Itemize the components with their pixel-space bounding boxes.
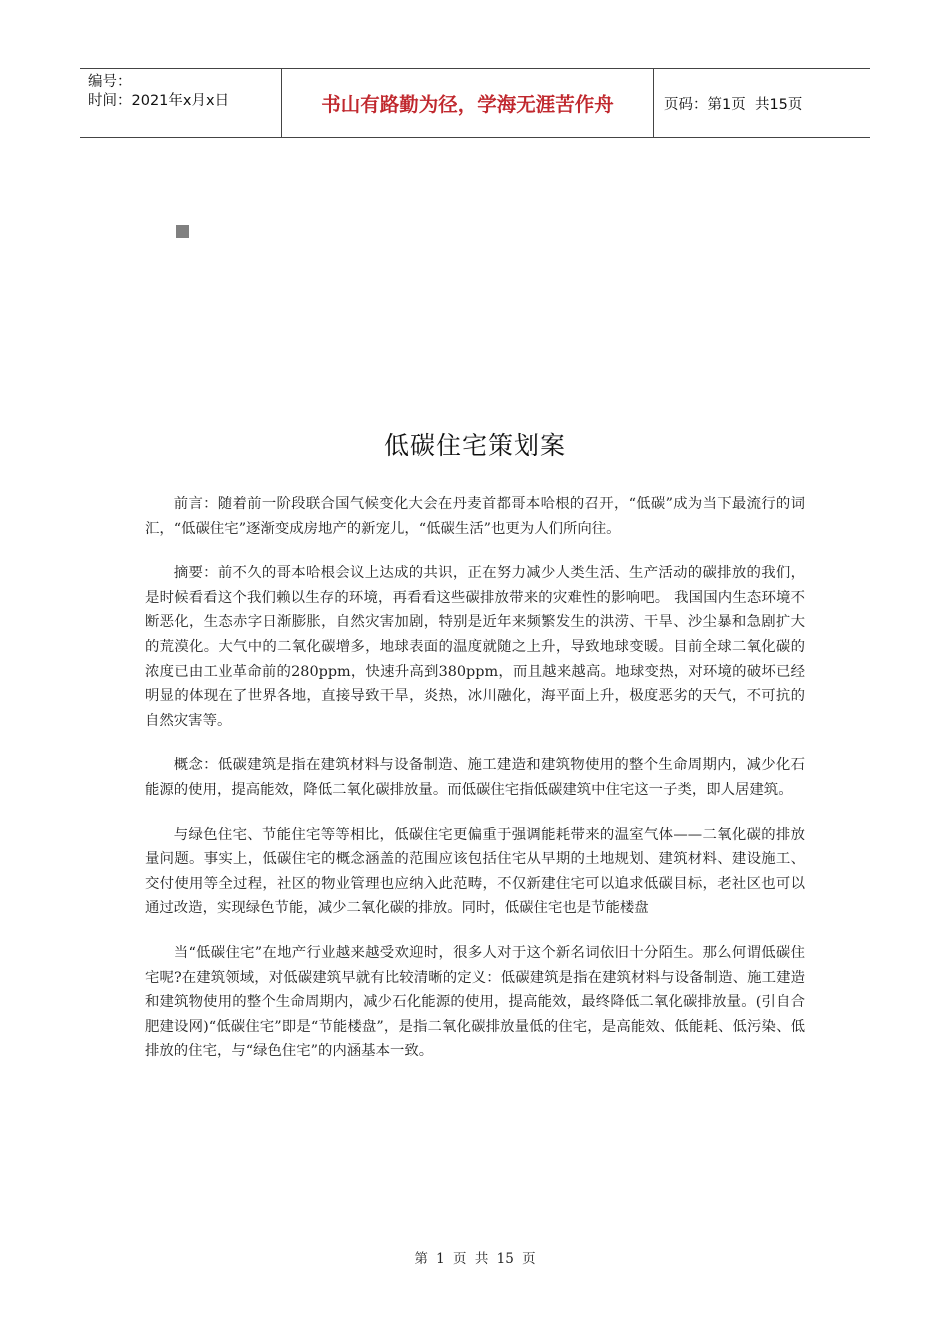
- header-motto: [282, 69, 654, 137]
- header-page-info: [654, 69, 870, 137]
- paragraph-comparison: 与绿色住宅、节能住宅等等相比，低碳住宅更偏重于强调能耗带来的温室气体——二氧化碳的排放量问题。事实上，低碳住宅的概念涵盖的范围应该包括住宅从早期的土地规划、建筑材料、建设施工、交付使用等全过程，社区的物业管理也应纳入此范畴，不仅新建住宅可以追求低碳目标，老社区也可以通过改造，实现绿色节能，减少二氧化碳的排放。同时，低碳住宅也是节能楼盘: [145, 826, 805, 917]
- document-body: [145, 492, 805, 1084]
- paragraph-abstract: 摘要：前不久的哥本哈根会议上达成的共识，正在努力减少人类生活、生产活动的碳排放的我们，是时候看看这个我们赖以生存的环境，再看看这些碳排放带来的灾难性的影响吧。 我国国内生态环境不断恶化，生态赤字日渐膨胀，自然灾害加剧，特别是近年来频繁发生的洪涝、干旱、沙尘暴和急剧扩大的荒漠化。大气中的二氧化碳增多，地球表面的温度就随之上升，导致地球变暖。目前全球二氧化碳的浓度已由工业革命前的280ppm，快速升高到380ppm，而且越来越高。地球变热，对环境的破坏已经明显的体现在了世界各地，直接导致干旱，炎热，冰川融化，海平面上升，极度恶劣的天气，不可抗的自然灾害等。: [145, 565, 805, 729]
- gray-square-icon: [176, 225, 189, 238]
- time-label: 时间：2021年x月x日: [88, 93, 230, 109]
- page-header: [80, 68, 870, 138]
- document-title: 低碳住宅策划案: [383, 431, 566, 460]
- page-info-text: 页码：第1页 共15页: [664, 96, 803, 113]
- paragraph-concept: 概念：低碳建筑是指在建筑材料与设备制造、施工建造和建筑物使用的整个生命周期内，减少化石能源的使用，提高能效，降低二氧化碳排放量。而低碳住宅指低碳建筑中住宅这一子类，即人居建筑。: [145, 757, 805, 798]
- code-label: 编号：: [88, 74, 132, 90]
- page-footer: 第 1 页 共 15 页: [414, 1251, 536, 1267]
- paragraph-preface: 前言：随着前一阶段联合国气候变化大会在丹麦首都哥本哈根的召开，“低碳”成为当下最流行的词汇，“低碳住宅”逐渐变成房地产的新宠儿，“低碳生活”也更为人们所向往。: [145, 496, 805, 537]
- motto-text: 书山有路勤为径，学海无涯苦作舟: [321, 93, 614, 116]
- header-meta: [80, 69, 282, 137]
- paragraph-definition: 当“低碳住宅”在地产行业越来越受欢迎时，很多人对于这个新名词依旧十分陌生。那么何谓低碳住宅呢?在建筑领域，对低碳建筑早就有比较清晰的定义：低碳建筑是指在建筑材料与设备制造、施工建造和建筑物使用的整个生命周期内，减少石化能源的使用，提高能效，最终降低二氧化碳排放量。(引自合肥建设网)“低碳住宅”即是“节能楼盘”，是指二氧化碳排放量低的住宅，是高能效、低能耗、低污染、低排放的住宅，与“绿色住宅”的内涵基本一致。: [145, 944, 805, 1060]
